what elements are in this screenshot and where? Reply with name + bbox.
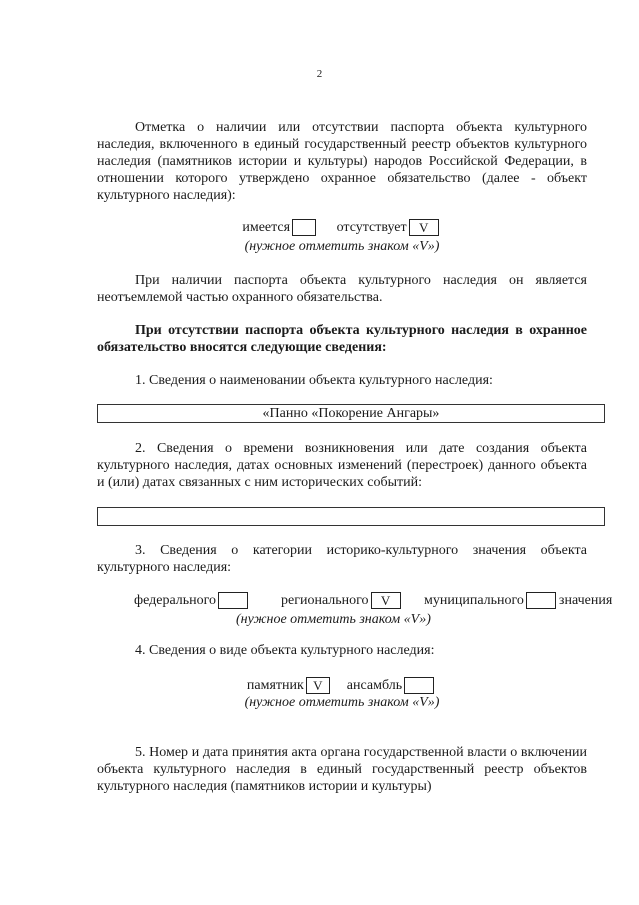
absence-paragraph: При отсутствии паспорта объекта культурного наследия в охранное обязательство вносятся следующие сведения: <box>97 323 587 355</box>
dates-field[interactable] <box>97 507 605 526</box>
passport-status-row <box>97 219 587 236</box>
passport-status-note: (нужное отметить знаком «V») <box>244 239 440 254</box>
type-row <box>97 677 587 694</box>
regional-label: регионального <box>281 593 369 608</box>
section4-heading: 4. Сведения о виде объекта культурного наследия: <box>135 643 435 658</box>
object-name-field[interactable]: «Панно «Покорение Ангары» <box>97 404 605 423</box>
regional-group <box>281 592 404 609</box>
municipal-label: муниципального <box>424 593 524 608</box>
absent-label: отсутствует <box>336 220 407 235</box>
municipal-checkbox[interactable] <box>526 592 556 609</box>
municipal-group <box>424 592 612 609</box>
present-checkbox[interactable] <box>292 219 316 236</box>
section1-heading: 1. Сведения о наименовании объекта культурного наследия: <box>135 373 493 388</box>
category-row <box>134 592 251 609</box>
section5-paragraph: 5. Номер и дата принятия акта органа государственной власти о включении объекта культурного наследия в единый государственный реестр объектов культурного наследия (памятников истории и культуры) <box>97 745 587 794</box>
federal-label: федерального <box>134 593 217 608</box>
significance-suffix: значения <box>558 593 613 608</box>
present-label: имеется <box>242 220 291 235</box>
ensemble-checkbox[interactable] <box>404 677 434 694</box>
monument-label: памятник <box>246 678 304 693</box>
passport-paragraph: При наличии паспорта объекта культурного наследия он является неотъемлемой частью охранного обязательства. <box>97 273 587 305</box>
ensemble-label: ансамбль <box>346 678 403 693</box>
monument-checkbox[interactable]: V <box>306 677 330 694</box>
page-number: 2 <box>316 68 323 80</box>
type-note: (нужное отметить знаком «V») <box>244 695 440 710</box>
federal-checkbox[interactable] <box>218 592 248 609</box>
regional-checkbox[interactable]: V <box>371 592 401 609</box>
absent-checkbox[interactable]: V <box>409 219 439 236</box>
section3-heading: 3. Сведения о категории историко-культурного значения объекта культурного наследия: <box>97 543 587 575</box>
intro-paragraph: Отметка о наличии или отсутствии паспорта объекта культурного наследия, включенного в единый государственный реестр объектов культурного наследия (памятников истории и культуры) народов Российской Федерации, в отношении которого утверждено охранное обязательство (далее - объект культурного наследия): <box>97 120 587 203</box>
category-note: (нужное отметить знаком «V») <box>236 612 431 627</box>
section2-heading: 2. Сведения о времени возникновения или дате создания объекта культурного наследия, датах основных изменений (перестроек) данного объекта и (или) датах связанных с ним исторических событий: <box>97 441 587 490</box>
